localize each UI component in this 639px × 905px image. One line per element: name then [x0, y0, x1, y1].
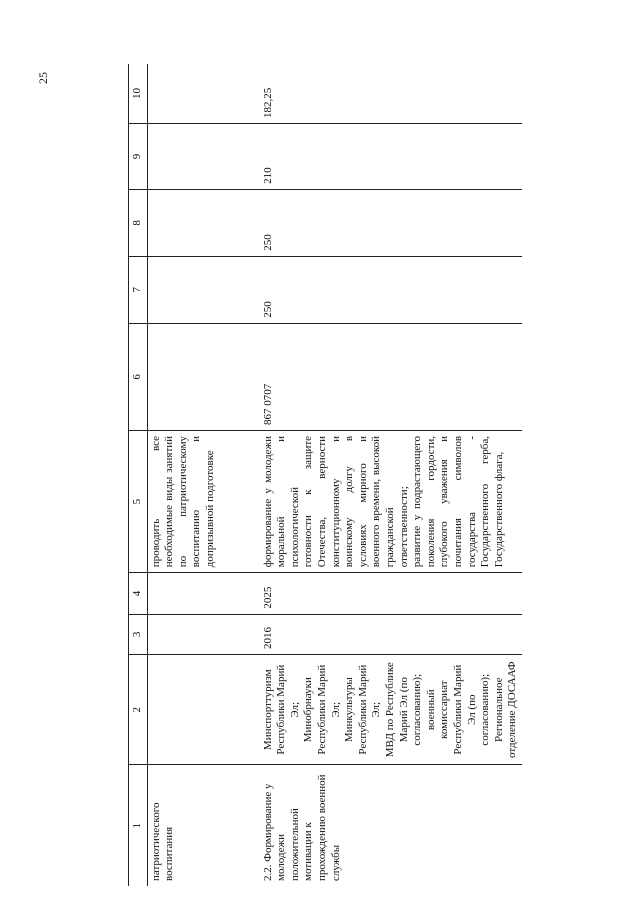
code-cell	[147, 323, 256, 430]
table-row	[256, 64, 522, 886]
executors-cell	[147, 655, 256, 765]
page-number: 25	[36, 72, 50, 84]
end-year-cell	[147, 573, 256, 614]
column-number: 6	[129, 323, 148, 430]
program-table	[128, 64, 522, 886]
value-cell-10	[147, 64, 256, 124]
rotated-table-container	[128, 64, 616, 886]
result-cell: проводить все необходимые виды занятий по патриотическому воспитанию и допризывной подготовке	[147, 430, 256, 572]
start-year-cell: 2016	[256, 614, 522, 654]
value-cell-10: 182,25	[256, 64, 522, 124]
code-cell: 867 0707	[256, 323, 522, 430]
end-year-cell: 2025	[256, 573, 522, 614]
value-cell-7	[147, 256, 256, 323]
column-number: 7	[129, 256, 148, 323]
value-cell-7: 250	[256, 256, 522, 323]
measure-name-cell: патриотического воспитания	[149, 802, 176, 881]
value-cell-9	[147, 124, 256, 190]
column-number-row	[129, 64, 148, 886]
column-number: 5	[129, 430, 148, 572]
column-number: 4	[129, 573, 148, 614]
column-number: 10	[129, 64, 148, 124]
column-number: 9	[129, 124, 148, 190]
value-cell-8	[147, 189, 256, 256]
result-cell: формирование у молодежи моральной и психологической готовности к защите Отечества, верности конституционному и воинскому долгу в условиях мирного и военного времени, высокой гражданской ответственности; развитие у подрастающего поколения гордости, глубокого уважения и почитания символов государства - Государственного герба, Государственного флага,	[256, 430, 522, 572]
table-row	[147, 64, 256, 886]
column-number: 1	[129, 765, 148, 886]
executors-cell: Минспорттуризм Республики Марий Эл; Минобрнауки Республики Марий Эл; Минкультуры Республики Марий Эл; МВД по Республике Марий Эл (по согласованию); военный комиссариат Республики Марий Эл (по согласованию); Региональное отделение ДОСААФ	[256, 655, 522, 765]
measure-name-cell: 2.2. Формирование у молодежи положительной мотивации к прохождению военной службы	[261, 774, 342, 881]
column-number: 2	[129, 655, 148, 765]
column-number: 8	[129, 189, 148, 256]
value-cell-8: 250	[256, 189, 522, 256]
column-number: 3	[129, 614, 148, 654]
start-year-cell	[147, 614, 256, 654]
value-cell-9: 210	[256, 124, 522, 190]
